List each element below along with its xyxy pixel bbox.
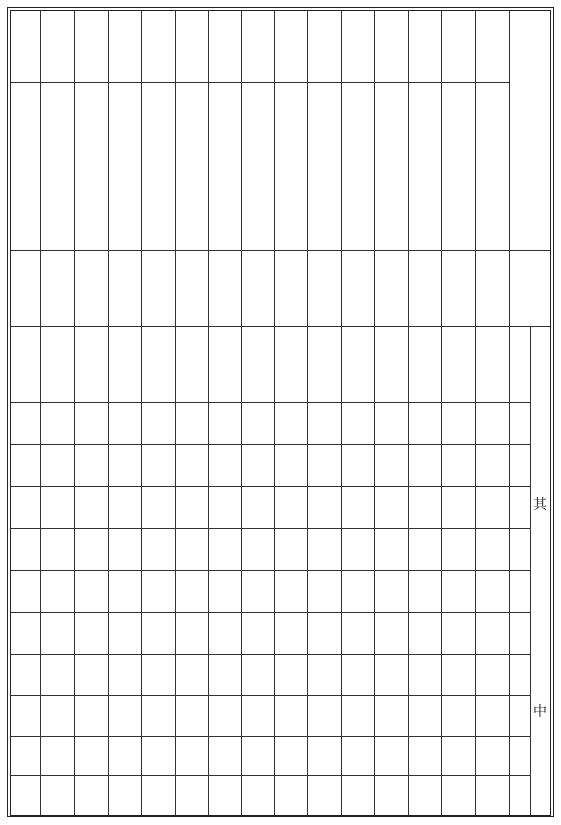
gongfang-label xyxy=(241,11,274,82)
qixiu-value xyxy=(408,250,441,326)
branch-value xyxy=(108,528,141,570)
branch-value xyxy=(241,528,274,570)
baxiu-value xyxy=(11,326,40,402)
branch-value xyxy=(40,775,74,815)
branch-value xyxy=(408,775,441,815)
address-label xyxy=(475,82,509,250)
branch-value xyxy=(11,695,40,736)
branch-value xyxy=(141,444,175,486)
branch-value xyxy=(307,736,341,775)
branch-value xyxy=(475,695,509,736)
branch-value xyxy=(441,402,475,444)
branch-value xyxy=(441,528,475,570)
branch-value xyxy=(40,570,74,612)
address-header xyxy=(509,82,550,250)
branch-value xyxy=(74,570,108,612)
branch-value xyxy=(74,695,108,736)
gongfang-label xyxy=(141,11,175,82)
branch-value xyxy=(175,775,208,815)
branch-value xyxy=(241,612,274,654)
branch-value xyxy=(74,775,108,815)
address-label xyxy=(175,82,208,250)
qixiu-value xyxy=(208,250,241,326)
branch-value xyxy=(108,736,141,775)
branch-value xyxy=(441,736,475,775)
branch-value xyxy=(74,402,108,444)
qizhong-header xyxy=(530,402,550,815)
address-label xyxy=(74,82,108,250)
gongfang-header xyxy=(509,11,550,82)
branch-value xyxy=(141,486,175,528)
branch-value xyxy=(241,402,274,444)
branch-value xyxy=(274,695,307,736)
address-label xyxy=(241,82,274,250)
branch-value xyxy=(274,402,307,444)
gongfang-label xyxy=(11,11,40,82)
branch-value xyxy=(374,570,408,612)
branch-value xyxy=(307,775,341,815)
baxiu-value xyxy=(74,326,108,402)
branch-value xyxy=(40,402,74,444)
address-label xyxy=(341,82,374,250)
baxiu-value xyxy=(208,326,241,402)
branch-value xyxy=(74,654,108,695)
baxiu-value xyxy=(40,326,74,402)
branch-value xyxy=(241,695,274,736)
gongfang-label xyxy=(341,11,374,82)
branch-value xyxy=(241,444,274,486)
branch-label xyxy=(509,444,530,486)
branch-value xyxy=(441,444,475,486)
branch-value xyxy=(374,444,408,486)
baxiu-value xyxy=(307,326,341,402)
qixiu-value xyxy=(274,250,307,326)
branch-value xyxy=(175,612,208,654)
branch-value xyxy=(108,775,141,815)
gongfang-label xyxy=(175,11,208,82)
branch-value xyxy=(408,570,441,612)
branch-value xyxy=(74,486,108,528)
branch-value xyxy=(108,486,141,528)
address-label xyxy=(441,82,475,250)
baxiu-value xyxy=(374,326,408,402)
qixiu-value xyxy=(141,250,175,326)
branch-value xyxy=(408,695,441,736)
branch-value xyxy=(141,775,175,815)
qizhong-char: 中 xyxy=(533,703,547,720)
baxiu-value xyxy=(408,326,441,402)
branch-value xyxy=(208,775,241,815)
address-label xyxy=(108,82,141,250)
branch-value xyxy=(241,570,274,612)
branch-value xyxy=(341,528,374,570)
branch-value xyxy=(307,444,341,486)
branch-value xyxy=(175,402,208,444)
branch-value xyxy=(241,775,274,815)
branch-value xyxy=(341,612,374,654)
branch-value xyxy=(408,612,441,654)
branch-value xyxy=(374,695,408,736)
branch-value xyxy=(408,402,441,444)
qizhong-char: 其 xyxy=(533,497,547,514)
branch-value xyxy=(475,736,509,775)
address-label xyxy=(307,82,341,250)
branch-label xyxy=(509,612,530,654)
branch-label xyxy=(509,654,530,695)
branch-value xyxy=(11,528,40,570)
branch-value xyxy=(274,444,307,486)
branch-value xyxy=(341,444,374,486)
qixiu-value xyxy=(475,250,509,326)
branch-value xyxy=(475,528,509,570)
branch-value xyxy=(208,736,241,775)
branch-value xyxy=(441,775,475,815)
baxiu-value xyxy=(274,326,307,402)
branch-value xyxy=(208,402,241,444)
branch-value xyxy=(11,402,40,444)
baxiu-value xyxy=(441,326,475,402)
baxiu-value xyxy=(108,326,141,402)
branch-value xyxy=(40,695,74,736)
branch-label xyxy=(509,695,530,736)
branch-value xyxy=(175,444,208,486)
branch-value xyxy=(11,444,40,486)
branch-value xyxy=(441,570,475,612)
branch-value xyxy=(374,654,408,695)
branch-value xyxy=(74,736,108,775)
branch-value xyxy=(40,486,74,528)
qixiu-value xyxy=(341,250,374,326)
branch-value xyxy=(274,612,307,654)
qixiu-value xyxy=(74,250,108,326)
branch-value xyxy=(108,402,141,444)
branch-label xyxy=(509,736,530,775)
branch-value xyxy=(241,654,274,695)
branch-value xyxy=(307,402,341,444)
gongfang-label xyxy=(475,11,509,82)
qixiu-value xyxy=(374,250,408,326)
branch-value xyxy=(274,654,307,695)
branch-value xyxy=(307,654,341,695)
branch-value xyxy=(40,612,74,654)
branch-value xyxy=(11,775,40,815)
gongfang-label xyxy=(208,11,241,82)
branch-value xyxy=(40,528,74,570)
gongfang-label xyxy=(40,11,74,82)
branch-value xyxy=(374,612,408,654)
branch-label xyxy=(509,775,530,815)
branch-value xyxy=(108,612,141,654)
branch-value xyxy=(208,528,241,570)
baxiu-value xyxy=(241,326,274,402)
branch-value xyxy=(175,486,208,528)
branch-value xyxy=(175,695,208,736)
branch-value xyxy=(40,736,74,775)
branch-value xyxy=(274,486,307,528)
branch-value xyxy=(208,695,241,736)
branch-value xyxy=(11,612,40,654)
branch-value xyxy=(141,612,175,654)
branch-value xyxy=(475,570,509,612)
qixiu-value xyxy=(40,250,74,326)
branch-value xyxy=(141,402,175,444)
qixiu-value xyxy=(11,250,40,326)
qixiu-value xyxy=(307,250,341,326)
branch-value xyxy=(108,570,141,612)
branch-value xyxy=(374,775,408,815)
branch-value xyxy=(175,528,208,570)
branch-value xyxy=(307,570,341,612)
branch-label xyxy=(509,486,530,528)
branch-value xyxy=(175,654,208,695)
branch-value xyxy=(74,612,108,654)
branch-value xyxy=(11,654,40,695)
branch-value xyxy=(441,486,475,528)
branch-value xyxy=(175,736,208,775)
branch-value xyxy=(208,570,241,612)
branch-value xyxy=(408,736,441,775)
branch-value xyxy=(11,486,40,528)
gongfang-label xyxy=(108,11,141,82)
branch-value xyxy=(208,444,241,486)
qixiu-value xyxy=(108,250,141,326)
branch-value xyxy=(341,695,374,736)
gongfang-label xyxy=(74,11,108,82)
branch-value xyxy=(40,654,74,695)
branch-value xyxy=(11,736,40,775)
baxiu-value xyxy=(175,326,208,402)
branch-value xyxy=(141,528,175,570)
gongfang-label xyxy=(307,11,341,82)
branch-value xyxy=(208,486,241,528)
branch-value xyxy=(11,570,40,612)
address-label xyxy=(208,82,241,250)
branch-value xyxy=(175,570,208,612)
branch-value xyxy=(475,486,509,528)
gongfang-label xyxy=(441,11,475,82)
gongfang-label xyxy=(374,11,408,82)
qixiu-value xyxy=(441,250,475,326)
branch-value xyxy=(475,775,509,815)
branch-value xyxy=(441,695,475,736)
branch-value xyxy=(307,486,341,528)
branch-value xyxy=(307,528,341,570)
branch-value xyxy=(441,654,475,695)
qixiu-value xyxy=(175,250,208,326)
branch-value xyxy=(274,775,307,815)
branch-value xyxy=(341,486,374,528)
branch-value xyxy=(241,486,274,528)
branch-label xyxy=(509,570,530,612)
branch-value xyxy=(341,775,374,815)
branch-value xyxy=(40,444,74,486)
branch-value xyxy=(408,654,441,695)
branch-value xyxy=(374,736,408,775)
branch-value xyxy=(341,736,374,775)
address-label xyxy=(408,82,441,250)
gongfang-label xyxy=(408,11,441,82)
baxiu-value xyxy=(475,326,509,402)
branch-value xyxy=(374,528,408,570)
address-label xyxy=(11,82,40,250)
branch-label xyxy=(509,528,530,570)
branch-value xyxy=(208,612,241,654)
branch-value xyxy=(141,570,175,612)
branch-value xyxy=(274,570,307,612)
baxiu-value xyxy=(341,326,374,402)
branch-value xyxy=(341,654,374,695)
branch-value xyxy=(341,570,374,612)
branch-value xyxy=(475,444,509,486)
branch-value xyxy=(374,486,408,528)
branch-value xyxy=(241,736,274,775)
branch-value xyxy=(108,654,141,695)
branch-value xyxy=(74,528,108,570)
address-label xyxy=(40,82,74,250)
qixiu-value xyxy=(241,250,274,326)
branch-value xyxy=(274,736,307,775)
gongfang-label xyxy=(274,11,307,82)
branch-value xyxy=(475,612,509,654)
branch-value xyxy=(307,612,341,654)
branch-value xyxy=(408,444,441,486)
branch-value xyxy=(408,486,441,528)
branch-value xyxy=(475,654,509,695)
branch-value xyxy=(274,528,307,570)
branch-label xyxy=(509,402,530,444)
branch-value xyxy=(341,402,374,444)
branch-value xyxy=(374,402,408,444)
baxiu-header xyxy=(509,326,550,402)
branch-value xyxy=(475,402,509,444)
branch-value xyxy=(141,654,175,695)
branch-value xyxy=(141,695,175,736)
address-label xyxy=(141,82,175,250)
branch-value xyxy=(141,736,175,775)
branch-value xyxy=(108,695,141,736)
branch-value xyxy=(208,654,241,695)
branch-value xyxy=(74,444,108,486)
address-label xyxy=(274,82,307,250)
address-label xyxy=(374,82,408,250)
qixiu-header xyxy=(509,250,550,326)
baxiu-value xyxy=(141,326,175,402)
branch-value xyxy=(307,695,341,736)
branch-value xyxy=(108,444,141,486)
branch-value xyxy=(441,612,475,654)
branch-value xyxy=(408,528,441,570)
